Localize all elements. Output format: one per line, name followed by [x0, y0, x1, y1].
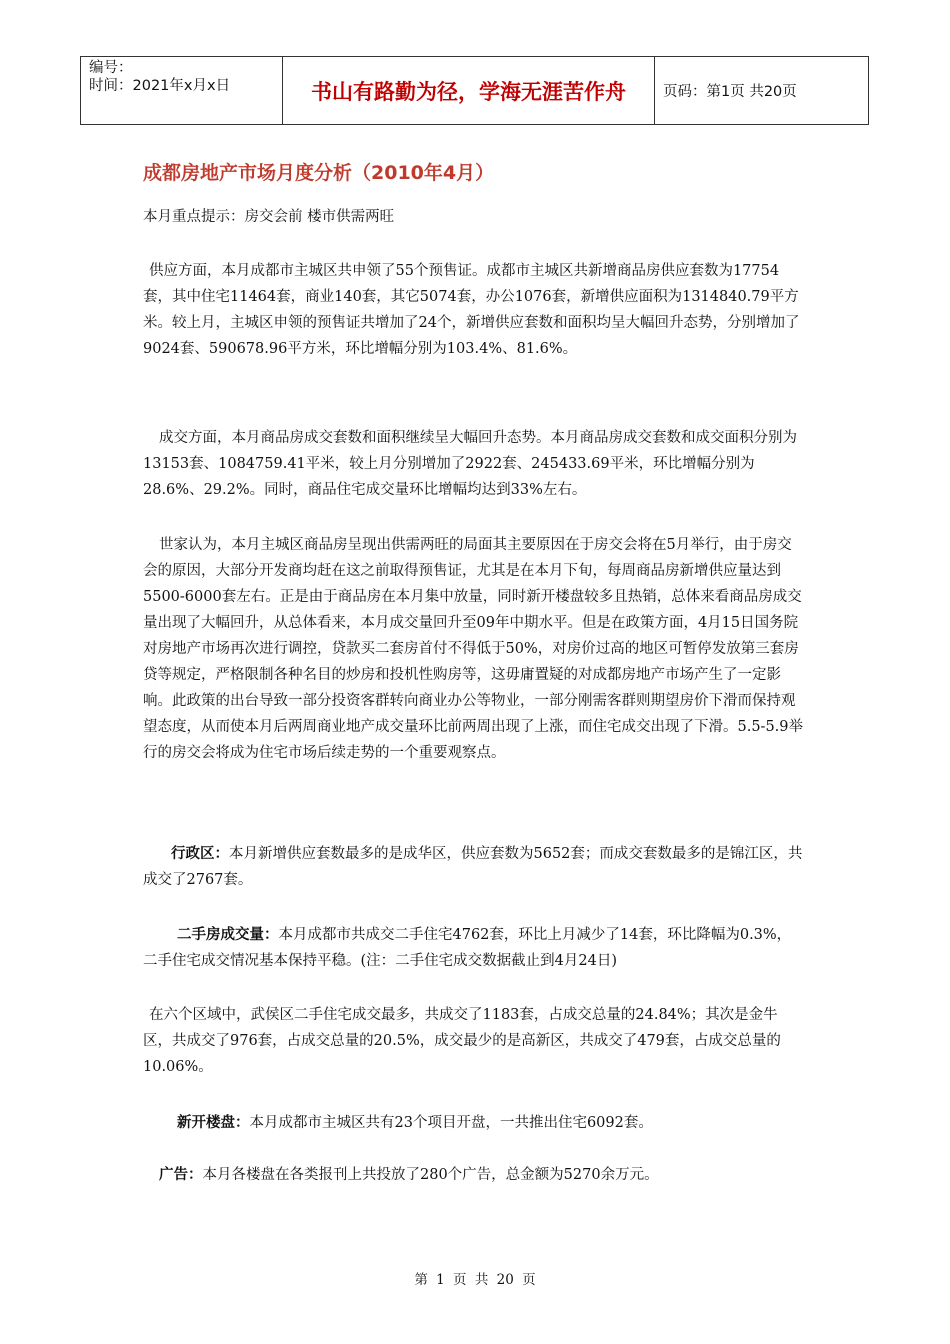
analysis-paragraph: 世家认为，本月主城区商品房呈现出供需两旺的局面其主要原因在于房交会将在5月举行，由于房交会的原因，大部分开发商均赶在这之前取得预售证，尤其是在本月下旬，每周商品房新增供应量达到5500-6000套左右。正是由于商品房在本月集中放量，同时新开楼盘较多且热销，总体来看商品房成交量出现了大幅回升，从总体看来，本月成交量回升至09年中期水平。但是在政策方面，4月15日国务院对房地产市场再次进行调控，贷款买二套房首付不得低于50%，对房价过高的地区可暂停发放第三套房贷等规定，严格限制各种名目的炒房和投机性购房等，这毋庸置疑的对成都房地产市场产生了一定影响。此政策的出台导致一部分投资客群转向商业办公等物业，一部分刚需客群则期望房价下滑而保持观望态度，从而使本月后两周商业地产成交量环比前两周出现了上涨，而住宅成交出现了下滑。5.5-5.9举行的房交会将成为住宅市场后续走势的一个重要观察点。 — [143, 537, 804, 761]
ads-label: 广告： — [159, 1167, 203, 1183]
secondhand-label: 二手房成交量： — [177, 927, 279, 943]
newopen-label: 新开楼盘： — [177, 1115, 250, 1131]
supply-paragraph: 供应方面，本月成都市主城区共申领了55个预售证。成都市主城区共新增商品房供应套数为17754套，其中住宅11464套，商业140套，其它5074套，办公1076套，新增供应面积为1314840.79平方米。较上月，主城区申领的预售证共增加了24个，新增供应套数和面积均呈大幅回升态势，分别增加了9024套、590678.96平方米，环比增幅分别为103.4%、81.6%。 — [143, 263, 800, 357]
ads-text: 本月各楼盘在各类报刊上共投放了280个广告，总金额为5270余万元。 — [202, 1167, 659, 1183]
secondhand-text: 本月成都市共成交二手住宅4762套，环比上月减少了14套，环比降幅为0.3%，二手住宅成交情况基本保持平稳。(注：二手住宅成交数据截止到4月24日) — [143, 927, 792, 969]
ads-paragraph — [143, 1162, 803, 1188]
motto: 书山有路勤为径，学海无涯苦作舟 — [283, 57, 655, 124]
header-meta-cell — [81, 57, 283, 124]
newopen-paragraph — [143, 1110, 803, 1136]
regions-paragraph: 在六个区域中，武侯区二手住宅成交最多，共成交了1183套，占成交总量的24.84%；其次是金牛区，共成交了976套，占成交总量的20.5%，成交最少的是高新区，共成交了479套，占成交总量的10.06%。 — [143, 1007, 781, 1075]
header-table — [80, 56, 869, 125]
district-label: 行政区： — [171, 846, 229, 862]
time-label: 时间：2021年x月x日 — [89, 78, 231, 94]
deals-paragraph: 成交方面，本月商品房成交套数和面积继续呈大幅回升态势。本月商品房成交套数和成交面积分别为13153套、1084759.41平米，较上月分别增加了2922套、245433.69平米，环比增幅分别为28.6%、29.2%。同时，商品住宅成交量环比增幅均达到33%左右。 — [143, 430, 797, 498]
district-text: 本月新增供应套数最多的是成华区，供应套数为5652套；而成交套数最多的是锦江区，共成交了2767套。 — [143, 846, 803, 888]
document-title: 成都房地产市场月度分析（2010年4月） — [143, 162, 495, 184]
newopen-text: 本月成都市主城区共有23个项目开盘，一共推出住宅6092套。 — [249, 1115, 653, 1131]
page-info: 页码：第1页 共20页 — [663, 84, 797, 100]
district-paragraph — [143, 841, 803, 893]
page-footer: 第 1 页 共 20 页 — [414, 1272, 536, 1288]
highlight-line: 本月重点提示：房交会前 楼市供需两旺 — [143, 209, 395, 225]
number-label: 编号： — [89, 60, 133, 76]
secondhand-paragraph — [143, 922, 803, 974]
